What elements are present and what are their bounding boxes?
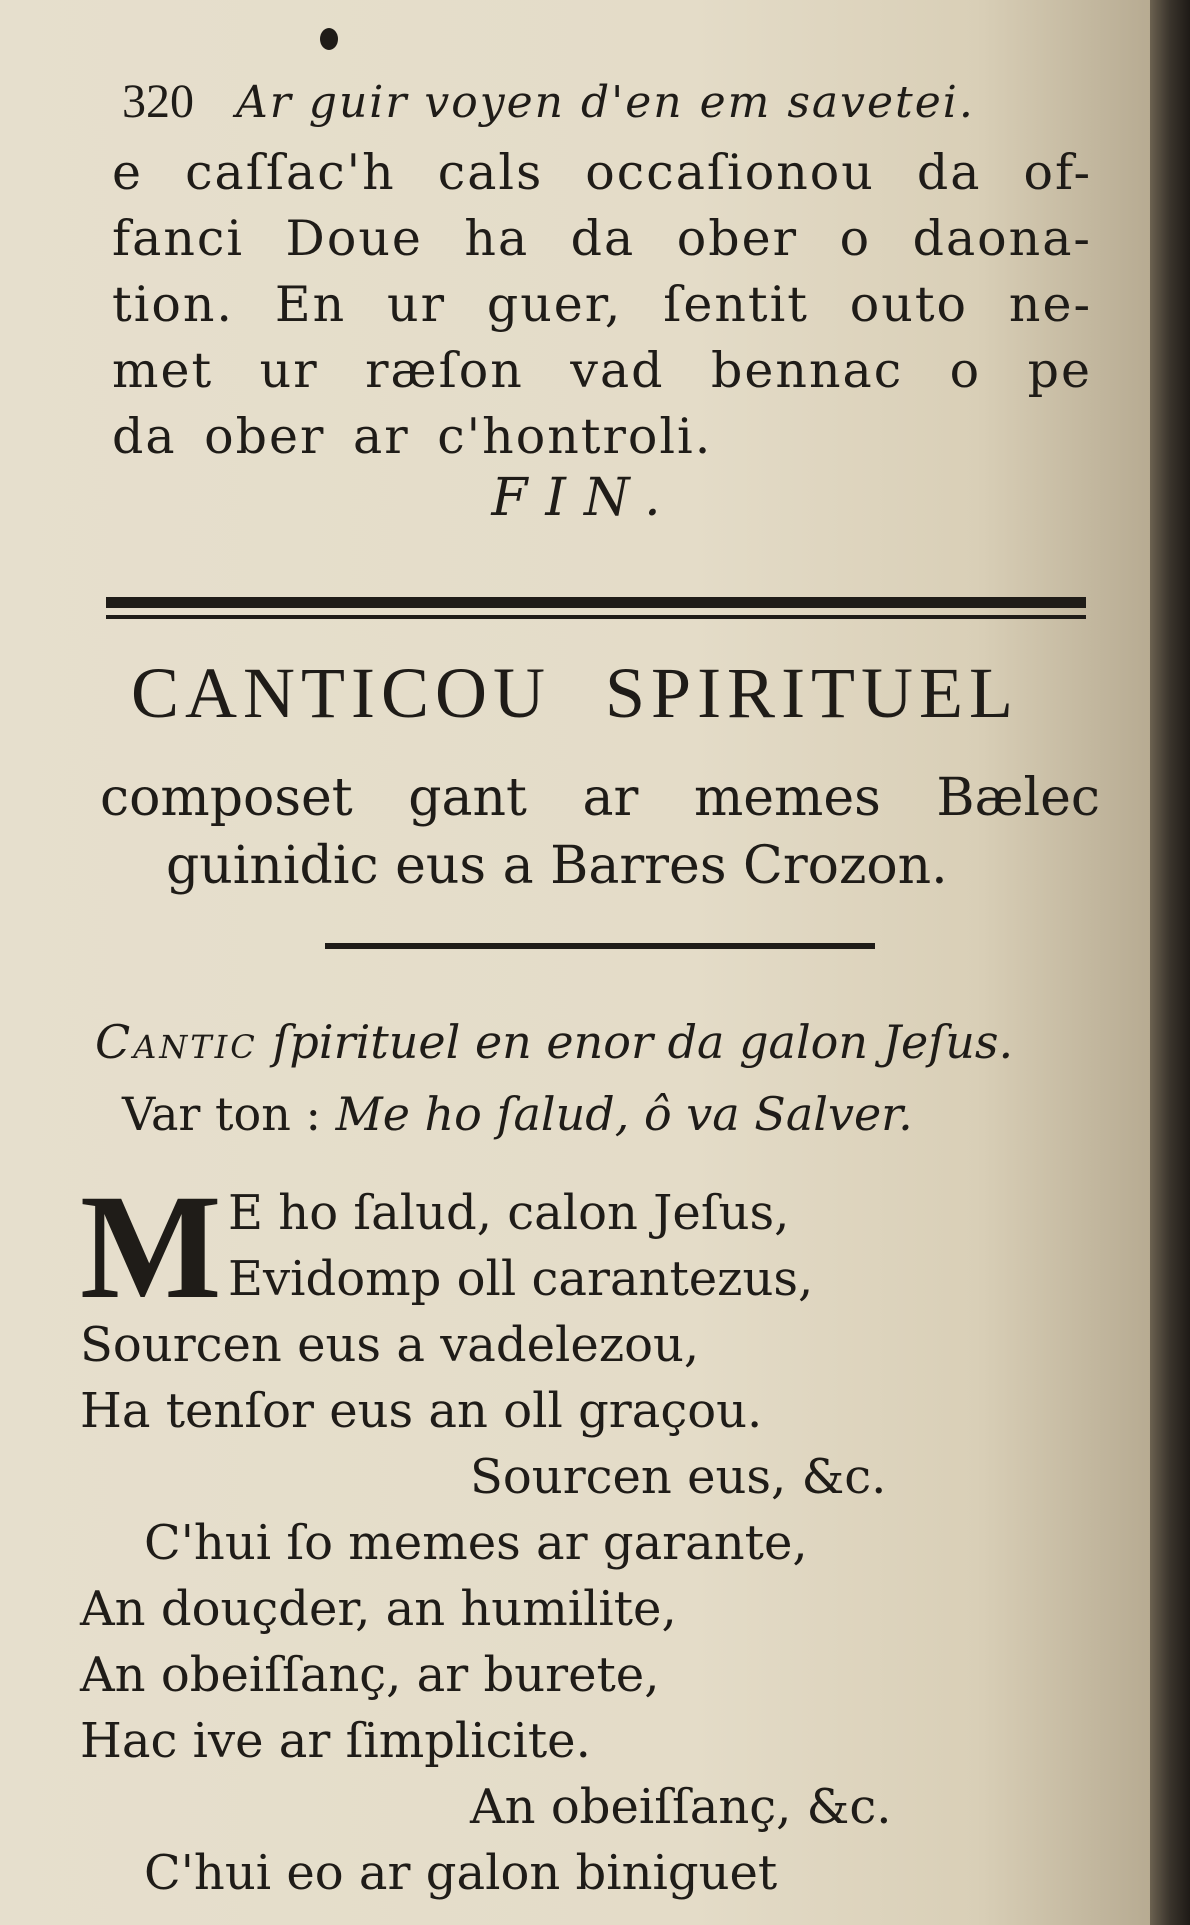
verse-2 xyxy=(80,1510,1080,1840)
verse-line: C'hui ſo memes ar garante, xyxy=(144,1515,808,1571)
verse-3 xyxy=(80,1840,1080,1906)
ink-spot xyxy=(320,28,338,50)
verse-line: Ha tenſor eus an oll graçou. xyxy=(80,1383,763,1439)
thin-rule xyxy=(106,615,1086,619)
prose-line: e caſſac'h cals occaſionou da of- xyxy=(112,144,1092,201)
section-title: CANTICOU SPIRITUEL xyxy=(131,653,1019,733)
verse-line: C'hui eo ar galon biniguet xyxy=(144,1845,778,1901)
verse-line: Hac ive ar ſimplicite. xyxy=(80,1713,591,1769)
verse-line: An obeiſſanç, ar burete, xyxy=(80,1647,660,1703)
page-number: 320 xyxy=(122,75,194,128)
section-subtitle xyxy=(100,764,1100,900)
prose-line: met ur ræſon vad bennac o pe xyxy=(112,342,1092,399)
page-header xyxy=(122,72,1042,132)
short-rule-divider xyxy=(325,943,875,949)
prose-line: tion. En ur guer, ſentit outo ne- xyxy=(112,276,1092,333)
hymn-verses xyxy=(80,1164,1080,1906)
drop-cap: M xyxy=(80,1164,222,1330)
book-gutter xyxy=(1150,0,1190,1925)
verse-line: E ho ſalud, calon Jeſus, xyxy=(228,1185,790,1241)
cantic-heading-caps: Cantic xyxy=(95,1015,258,1069)
prose-paragraph xyxy=(112,140,1092,470)
verse-line: An douçder, an humilite, xyxy=(80,1581,677,1637)
cantic-heading-text: ſpirituel en enor da galon Jeſus. xyxy=(257,1015,1014,1069)
thick-rule xyxy=(106,597,1086,608)
tune-line xyxy=(122,1082,1122,1146)
double-rule-divider xyxy=(106,597,1086,625)
prose-line: fanci Doue ha da ober o daona- xyxy=(112,210,1092,267)
verse-line: Sourcen eus a vadelezou, xyxy=(80,1317,700,1373)
running-head: Ar guir voyen d'en em savetei. xyxy=(236,77,975,128)
tune-prefix: Var ton : xyxy=(122,1087,336,1141)
verse-line: Evidomp oll carantezus, xyxy=(228,1251,814,1307)
tune-name: Me ho ſalud, ô va Salver. xyxy=(335,1087,913,1141)
subtitle-line: composet gant ar memes Bælec xyxy=(100,768,1100,828)
prose-line: da ober ar c'hontroli. xyxy=(112,408,713,465)
verse-1 xyxy=(80,1164,1080,1510)
subtitle-line: guinidic eus a Barres Crozon. xyxy=(166,836,948,896)
cantic-heading xyxy=(95,1010,1095,1074)
verse-refrain: Sourcen eus, &c. xyxy=(470,1449,887,1505)
fin-marker: FIN. xyxy=(491,468,679,528)
verse-refrain: An obeiſſanç, &c. xyxy=(470,1779,892,1835)
